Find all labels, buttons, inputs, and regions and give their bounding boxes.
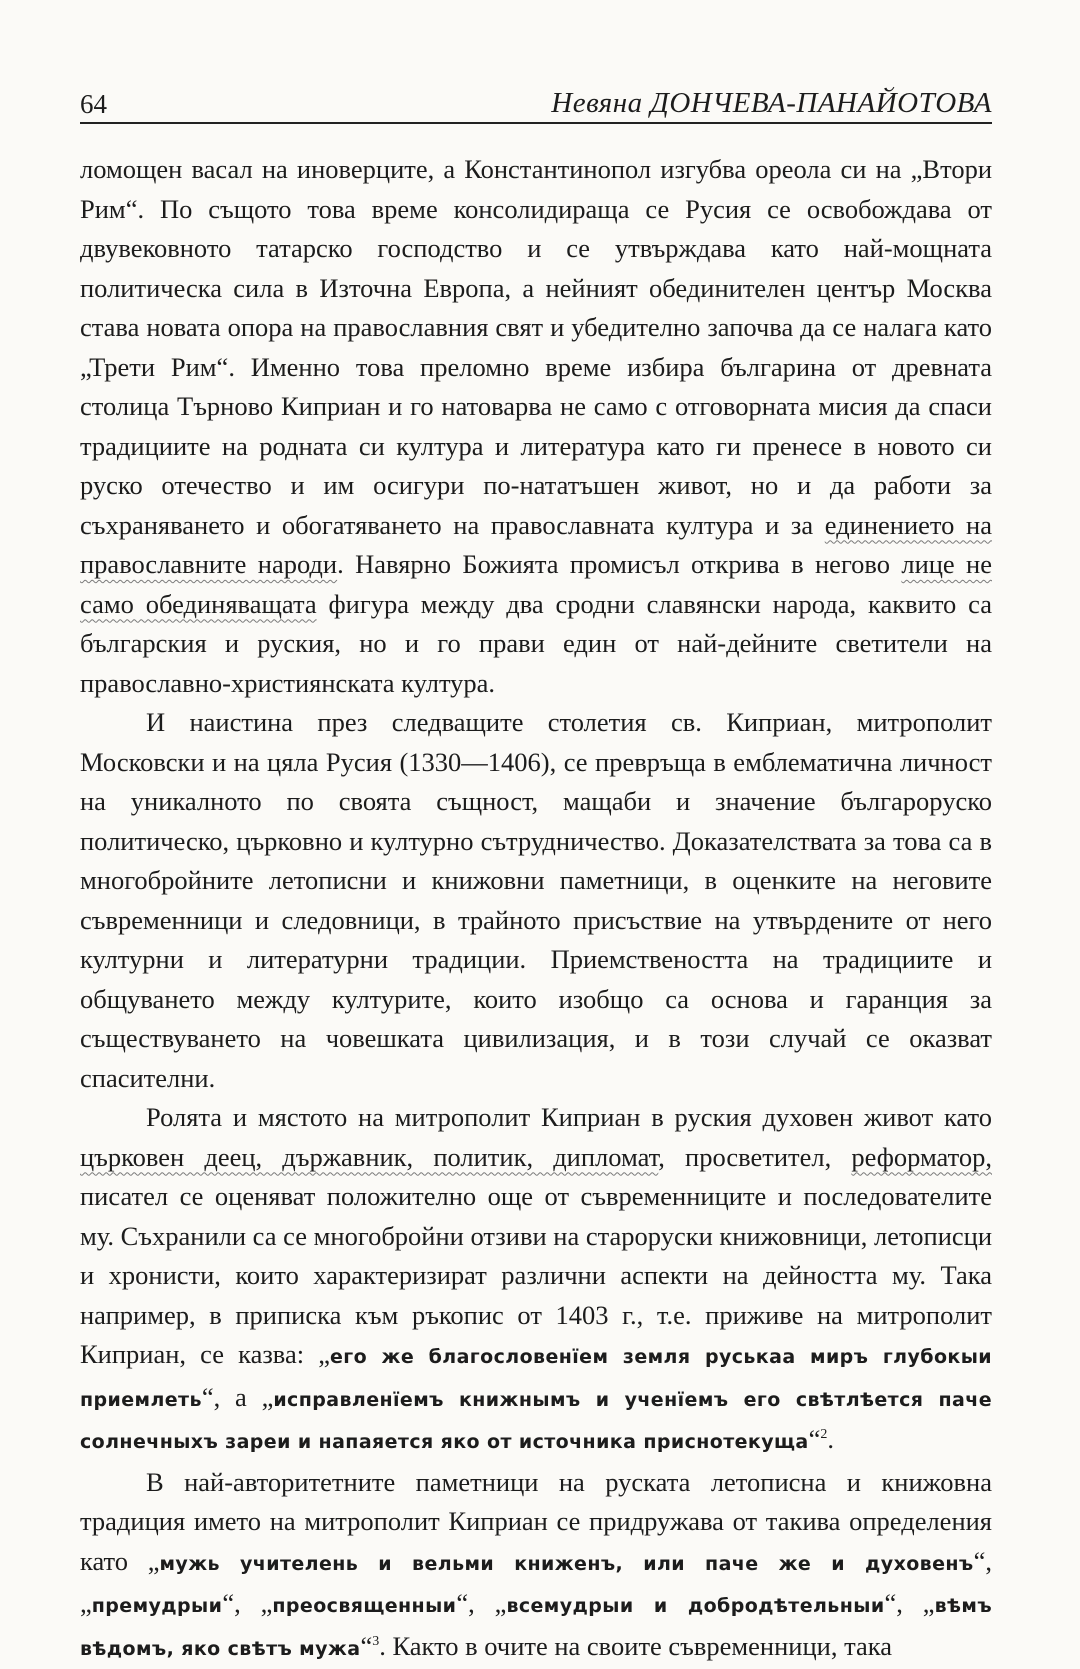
footnote-ref-3: 3 <box>372 1634 379 1649</box>
page-number: 64 <box>80 89 107 120</box>
body-text <box>80 150 992 1669</box>
text-run: фигура между два сродни славянски народа, каквито са българския и руския, но и го прави един от най-дейните светители на православно-християнската култура. <box>80 589 992 698</box>
text-run: “, „ <box>80 1546 992 1619</box>
paragraph-1 <box>80 150 992 703</box>
paragraph-4 <box>80 1463 992 1669</box>
old-slavonic-quote: исправленїемъ книжнымъ и ученїемъ его свѣтлѣется паче солнечныхъ зареи и напаяется яко от источника приснотекуща <box>80 1389 992 1454</box>
text-run: . Навярно Божията промисъл открива в негово <box>337 549 901 579</box>
text-run: ломощен васал на иноверците, а Константинопол изгубва ореола си на „Втори Рим“. По същото това време консолидираща се Русия се освобождава от двувековното татарско господство и се утвърждава като най-мощната политическа сила в Източна Европа, а нейният обединителен център Москва става новата опора на православния свят и убедително започва да се налага като „Трети Рим“. Именно това преломно време избира българина от древната столица Търново Киприан и го натоварва не само с отговорната мисия да спаси традициите на родната си култура и литература като ги пренесе в новото си руско отечество и им осигури по-нататъшен живот, но и да работи за съхраняването и обогатяването на православната култура и за <box>80 154 992 540</box>
text-run: Ролята и мястото на митрополит Киприан в руския духовен живот като <box>146 1102 992 1132</box>
footnote-ref-2: 2 <box>820 1427 827 1442</box>
old-slavonic-quote: мужь учителень и вельми книженъ, или паче же и духовенъ <box>159 1553 973 1575</box>
text-run: “, „ <box>222 1588 272 1618</box>
text-run: В най-авторитетните паметници на руската летописна и книжовна традиция името на митрополит Киприан се придружава от такива определения като „ <box>80 1467 992 1576</box>
old-slavonic-quote: его же благословенїем земля руськаа миръ глубокыи приемлеть <box>80 1346 992 1411</box>
text-run: “, „ <box>885 1588 935 1618</box>
old-slavonic-quote: преосвященныи <box>272 1595 456 1617</box>
old-slavonic-quote: вѣмъ вѣдомъ, яко свѣтъ мужа <box>80 1595 992 1660</box>
text-run: “ <box>809 1424 821 1454</box>
paragraph-3 <box>80 1098 992 1463</box>
text-run: писател се оценяват положително още от съвременниците и последователите му. Съхранили са се многобройни отзиви на староруски книжовници, летописци и хронисти, които характеризират различни аспекти на дейността му. Така например, в приписка към ръкопис от 1403 г., т.е. приживе на митрополит Киприан, се казва: „ <box>80 1181 992 1369</box>
text-run: “, а „ <box>202 1382 273 1412</box>
pencil-underlined-text: църковен деец, държавник, политик, дипломат <box>80 1142 658 1172</box>
pencil-underlined-text: реформатор, <box>851 1142 992 1172</box>
text-run: . Както в очите на своите съвременници, така <box>379 1631 892 1661</box>
text-run: “ <box>360 1631 372 1661</box>
old-slavonic-quote: премудрыи <box>92 1595 223 1617</box>
page-header <box>80 70 992 124</box>
text-run: , просветител, <box>658 1142 851 1172</box>
pencil-underlined-text: лице не само обединяващата <box>80 549 992 619</box>
running-head-author: Невяна ДОНЧЕВА-ПАНАЙОТОВА <box>551 87 992 120</box>
old-slavonic-quote: всемудрыи и добродѣтельныи <box>506 1595 884 1617</box>
text-run: “, „ <box>456 1588 506 1618</box>
paragraph-2: И наистина през следващите столетия св. Киприан, митрополит Московски и на цяла Русия (1330—1406), се превръща в емблематична личност на уникалното по своята същност, мащаби и значение българоруско политическо, църковно и културно сътрудничество. Доказателствата за това са в многобройните летописни и книжовни паметници, в оценките на неговите съвременници и следовници, в трайното присъствие на утвърдените от него културни и литературни традиции. Приемствеността на традициите и общуването между културите, които изобщо са основа и гаранция за съществуването на човешката цивилизация, и в този случай се оказват спасителни. <box>80 703 992 1098</box>
text-run: . <box>827 1424 834 1454</box>
pencil-underlined-text: единението на православните народи <box>80 510 992 580</box>
